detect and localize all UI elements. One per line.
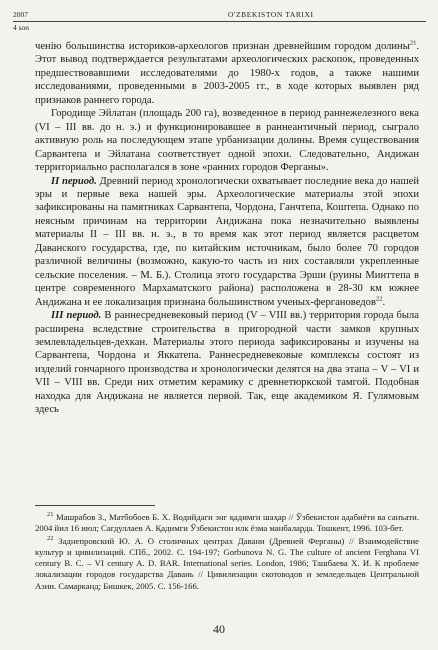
footnote-ref-21: 21 bbox=[409, 39, 417, 47]
footnote-ref-22: 22 bbox=[375, 295, 383, 303]
article-body bbox=[35, 40, 419, 417]
paragraph-1: ченію большинства историков-археологов признан древнейшим городом долины$^{21}$. Этот вывод подтверждается результатами археологических раскопок, проведенных предшествовавшими исследователями до 1980-х годов, а также нашими исследованиями, проведенными в 2003-2005 гг., в ходе которых выявлен ряд признаков раннего города. bbox=[35, 39, 419, 106]
header-year: 2007 bbox=[13, 10, 28, 19]
paragraph-3: II период. Древний период хронологически охватывает последние века до нашей эры и первые века нашей эры. Археологические материалы этой эпохи зафиксированы на памятниках Сарвантепа, Чордона, Ганчтепа, Коштепа. Однако по неясным причинам на территории Андижана пока незначительно выявлены материалы II – III вв. н. э., в то время как этот период является расцветом Даванского государства, где, по китайским источникам, было более 70 городов различной величины (возможно, какую-то часть из них составляли укрепленные сельские поселения. – М. Б.). Столица этого государства Эрши (руины Минттепа в центре современного Мархаматского района) расположена в 28-30 км южнее Андижана и ее локализация признана большинством ученых-фергановедов$^{22}$. bbox=[35, 175, 419, 308]
period-heading-2: II период. bbox=[51, 175, 97, 187]
header-issue: 4 son bbox=[13, 23, 30, 32]
footnotes bbox=[35, 512, 419, 593]
header-rule bbox=[13, 21, 426, 22]
header-journal-title: O'ZBEKISTON TARIXI bbox=[228, 10, 314, 19]
page-number: 40 bbox=[213, 622, 225, 636]
footnote-21: $^{21}$ Машрабов З., Матбобоев Б. Х. Водийдаги энг қадимги шаҳар // Ўзбекистон адабиёти ва санъати. 2004 йил 16 июл; Сагдуллаев А. Қадимги Ўзбекистон илк ёзма манбаларда. Тошкент, 1996. 103-бет. bbox=[35, 511, 419, 534]
paragraph-2: Городище Эйлатан (площадь 200 га), возведенное в период раннежелезного века (VI – III вв. до н. э.) и функционировавшее в раннеантичный период, сыграло активную роль на последующем этапе урбанизации долины. Время существования Сарвантепа и Эйлатана соответствует одной эпохи. Следовательно, Андижан территориально располагался в зоне «ранних городов Ферганы». bbox=[35, 108, 419, 174]
period-heading-3: III период. bbox=[51, 310, 102, 322]
paragraph-4: III период. В раннесредневековый период (V – VIII вв.) территория города была расширена вследствие строительства в пригородной части замков крупных землевладельцев-дехкан. Материалы этого периода зафиксированы и изучены на Сарвантепа, Чордона и Яккатепа. Раннесредневековые комплексы состоят из изделий гончарного производства и хронологически делятся на два этапа – V – VI и VII – VIII вв. Среди них отметим керамику с древнетюркской тамгой. Подобная находка для Андижана не является первой. Так, еще академиком Я. Гулямовым здесь bbox=[35, 310, 419, 416]
footnote-22: $^{22}$ Заднепровский Ю. А. О столичных центрах Давани (Древней Ферганы) // Взаимодействие культур и цивилизаций. СПб., 2002. С. 194-197; Gorbunova N. G. The culture of ancient Ferghana VI century B. C. – VI century A. D. BAR. International series. London, 1986; Ташбаева Х. И. К проблеме локализации городов государства Давань // Цивилизации скотоводов и земледельцев Центральной Азии. Самарканд; Бишкек, 2005. С. 156-166. bbox=[35, 534, 419, 591]
footnote-rule bbox=[35, 505, 155, 506]
